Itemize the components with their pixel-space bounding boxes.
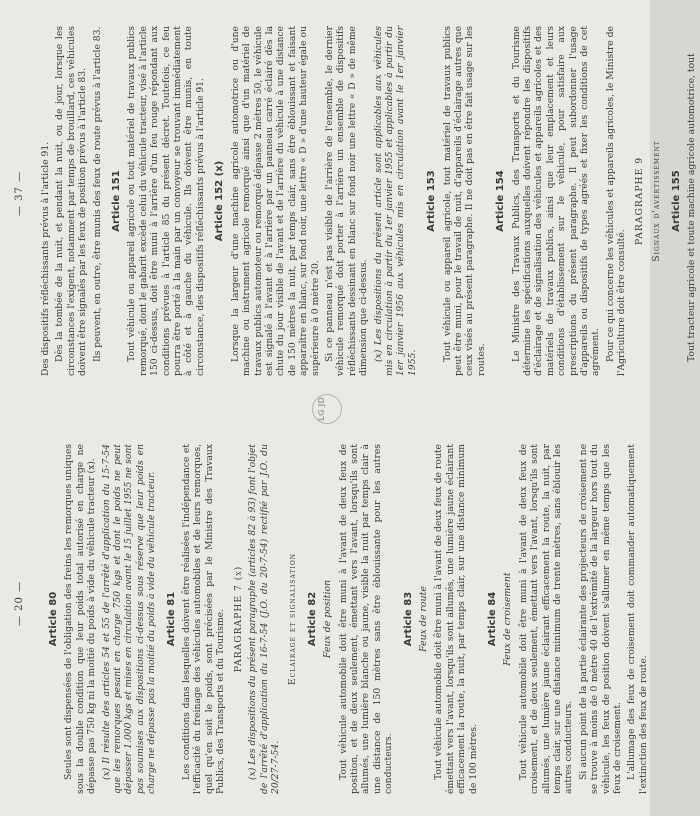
- article-83-text: Tout véhicule automobile doit être muni à l'avant de deux feux de route émettant vers l'avant, lorsqu'ils sont allumés, une lumière jaune éclairant efficacement la route, la nuit, par temps clair, sur une distance minimum de 100 mètres.: [433, 444, 479, 794]
- article-151-heading: Article 151: [111, 170, 123, 232]
- article-84-text-2: Si aucun point de la partie éclairante des projecteurs de croisement ne se trouve à moins de 0 mètre 40 de l'extrémité de la largeur hors tout du véhicule, les feux de position doivent s'allumer en même temps que les feux de croisement.: [577, 444, 624, 794]
- article-84-subtitle: Feux de croisement: [502, 572, 514, 666]
- article-154-text-2: Pour ce qui concerne les véhicules et appareils agricoles, le Ministre de l'Agriculture doit être consulté.: [604, 26, 628, 376]
- library-stamp: LG JD: [312, 394, 342, 424]
- article-80-footnote: (x) Il résulte des articles 54 et 55 de l'arrêté d'application du 15-7-54 que les remorques pesant en charge 750 kgs et dont le poids ne peut dépasser 1.000 kgs et mises en circulation avant le 15 juillet 1955 ne sont pas soumises aux dispositions ci-dessus sous réserve que leur poids en charge ne dépasse pas la moitié du poids à vide du véhicule tracteur.: [100, 444, 158, 794]
- article-153-heading: Article 153: [426, 170, 438, 232]
- article-154-text-1: Le Ministre des Travaux Publics, des Transports et du Tourisme détermine les spécifications auxquelles doivent répondre les dispositifs d'éclairage et de signalisation des véhicules et appareils agricoles et des matériels de travaux publics, ainsi que leur emplacement et leurs conditions d'établissement sur le véhicule, pour satisfaire aux prescriptions du présent paragraphe. Il peut subordonner l'usage d'appareils ou dispositifs de types agréés et fixer les conditions de cet agrément.: [510, 26, 602, 376]
- article-153-text: Tout véhicule ou appareil agricole, tout matériel de travaux publics peut être muni, pour le travail de nuit, d'appareils d'éclairage autres que ceux visés au présent paragraphe. Il ne doit pas en être fait usage sur les routes.: [441, 26, 487, 376]
- article-83-subtitle: Feux de route: [417, 586, 429, 652]
- article-82-heading: Article 82: [306, 591, 318, 647]
- article-83-heading: Article 83: [402, 591, 414, 647]
- article-151-text: Tout véhicule ou appareil agricole ou tout matériel de travaux publics remorqué, dont le gabarit excède celui du véhicule tracteur, visé à l'article 150 ci-dessus, doit être muni à l'arrière d'un feu rouge répondant aux conditions prévues à l'article 85 du présent décret. Toutefois, ce feu pourra être porté à la main par un convoyeur se trouvant immédiatement à côté et à gauche du véhicule. Ils doivent être munis, en toute circonstance, des dispositifs réfléchissants prévus à l'article 91.: [126, 26, 206, 376]
- intro-text-2: Dès la tombée de la nuit, et pendant la nuit, ou de jour, lorsque les circonstances l'exigent, notamment par temps de brouillard, ces véhicules doivent être signalés par les feux de position prévus à l'article 83.: [54, 26, 89, 376]
- article-84-heading: Article 84: [487, 591, 498, 647]
- page-number-right: — 37 —: [14, 170, 25, 216]
- paragraph-9-heading: PARAGRAPHE 9: [633, 156, 645, 246]
- left-column: [40, 444, 652, 794]
- article-84-text-3: L'allumage des feux de croisement doit commander automatiquement l'extinction des feux de route.: [626, 444, 649, 794]
- article-81-text: Les conditions dans lesquelles doivent être réalisées l'indépendance et l'efficacité du freinage des véhicules automobiles et de leurs remorques, quel qu'en soit le poids, sont précisées par le Ministre des Travaux Publics, des Transports et du Tourisme.: [181, 444, 227, 794]
- intro-text-3: Ils peuvent, en outre, être munis des feux de route prévus à l'article 83.: [91, 26, 103, 362]
- article-80-text: Seules sont dispensées de l'obligation des freins les remorques uniques sous la double condition que leur poids total autorisé en charge ne dépasse pas 750 kg ni la moitié du poids à vide du véhicule tracteur (x).: [63, 444, 98, 794]
- article-82-subtitle: Feux de position: [322, 579, 334, 659]
- paragraph-9-caption: Signaux d'avertissement: [651, 140, 663, 262]
- article-152-footnote: (x) Les dispositions du présent article sont applicables aux véhicules mis en circulation à partir du 1er janvier 1955 et applicables à partir du 1er janvier 1956 aux véhicules mis en circulation avant le 1er janvier 1955.: [372, 26, 418, 376]
- page-number-left: — 20 —: [14, 580, 25, 626]
- article-152-text-2: Si ce panneau n'est pas visible de l'arrière de l'ensemble, le dernier véhicule remorqué doit porter à l'arrière un ensemble de dispositifs réfléchissants dessinant en blanc sur fond noir une lettre « D » de même dimension que ci-dessus.: [323, 26, 370, 376]
- right-column: [40, 26, 700, 376]
- paragraph-7-footnote: (x) Les dispositions du présent paragraphe (articles 82 à 93) font l'objet de l'arrêté d'application du 16-7-54 (J.O. du 20-7-54) rectifié par J.O. du 20/27-7-54.: [247, 444, 281, 794]
- paragraph-7-caption: Eclairage et signalisation: [287, 552, 299, 686]
- article-84-text-1: Tout véhicule automobile doit être muni à l'avant de deux feux de croisement, et de deux seulement, émettant vers l'avant, lorsqu'ils sont allumés, une lumière jaune éclairant efficacement la route, la nuit, par temps clair, sur une distance minimum de trente mètres, sans éblouir les autres conducteurs.: [517, 444, 575, 794]
- paragraph-7-heading: PARAGRAPHE 7 (x): [232, 565, 244, 673]
- intro-text-1: Des dispositifs réfléchissants prévus à l'article 91.: [40, 141, 51, 376]
- article-154-heading: Article 154: [495, 170, 507, 232]
- article-152-heading: Article 152 (x): [214, 160, 226, 242]
- article-80-heading: Article 80: [48, 591, 59, 647]
- article-155-heading: Article 155: [670, 170, 682, 232]
- article-152-text-1: Lorsque la largeur d'une machine agricole automotrice ou d'une machine ou instrument agricole remorqué ainsi que d'un matériel de travaux publics automoteur ou remorqué dépasse 2 mètres 50, le véhicule est signalé à l'avant et à l'arrière par un panneau carré éclairé dès la chute du jour visible de l'avant et de l'arrière du véhicule à une distance de 150 mètres la nuit, par temps clair, sans être éblouissant et faisant apparaître en blanc, sur fond noir, une lettre « D » d'une hauteur égale ou supérieure à 0 mètre 20.: [229, 26, 321, 376]
- article-81-heading: Article 81: [165, 591, 177, 647]
- article-155-text: Tout tracteur agricole et toute machine agricole automotrice, tout: [685, 53, 697, 362]
- article-82-text: Tout véhicule automobile doit être muni à l'avant de deux feux de position, et de deux seulement, émettant vers l'avant, lorsqu'ils sont allumés, une lumière blanche ou jaune, visible la nuit par temps clair à une distance de 150 mètres sans être éblouissante pour les autres conducteurs.: [337, 444, 395, 794]
